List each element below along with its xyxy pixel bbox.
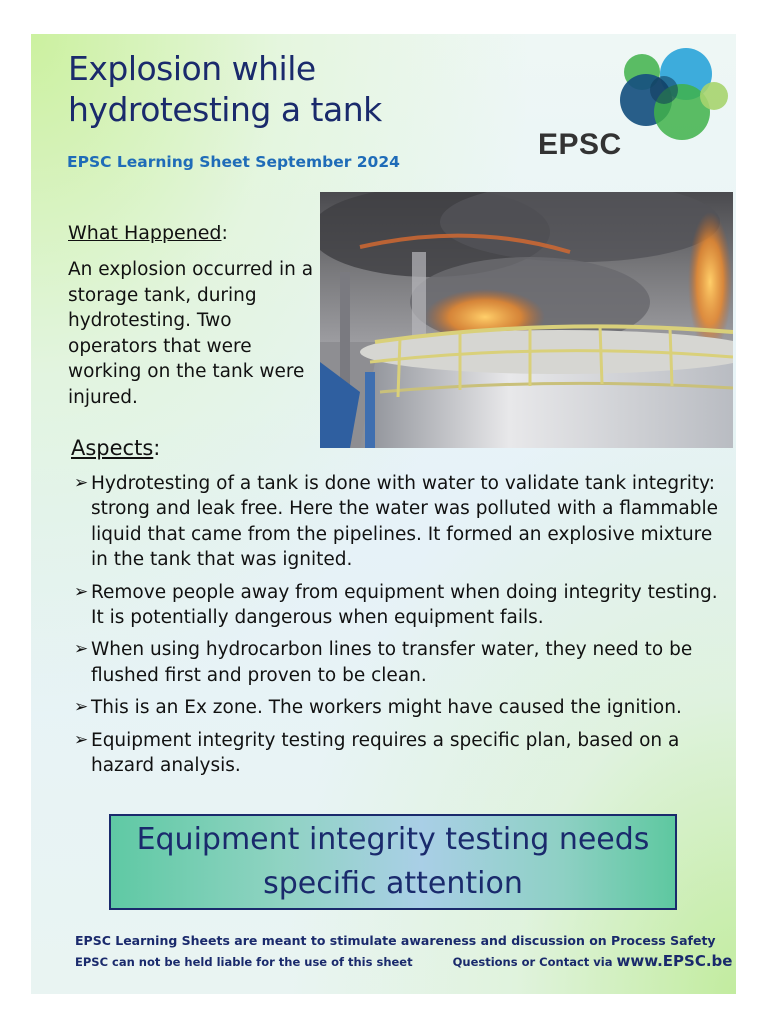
arrow-bullet-icon: ➢ — [74, 581, 89, 602]
footer-contact-line — [75, 952, 733, 970]
aspects-heading-colon: : — [153, 436, 161, 460]
aspect-text: Hydrotesting of a tank is done with water to validate tank integrity: strong and leak free. Here the water was polluted with a flammable liquid that came from the pipelines. It formed an explosive mixture in the tank that was ignited. — [91, 473, 719, 571]
what-happened-text: An explosion occurred in a storage tank, during hydrotesting. Two operators that were working on the tank were injured. — [68, 259, 314, 408]
logo-circles-icon — [616, 46, 728, 142]
page-title: Explosion while hydrotesting a tank — [68, 49, 382, 129]
logo-wordmark: EPSC — [538, 128, 622, 161]
arrow-bullet-icon: ➢ — [74, 473, 89, 493]
aspects-heading — [71, 436, 160, 460]
epsc-website-link[interactable]: www.EPSC.be — [616, 952, 733, 970]
aspect-item — [74, 471, 724, 573]
sheet-subtitle: EPSC Learning Sheet September 2024 — [67, 153, 400, 171]
arrow-bullet-icon: ➢ — [74, 697, 89, 718]
aspects-list — [74, 471, 724, 785]
key-message-text: Equipment integrity testing needs specific attention — [136, 822, 650, 901]
tank-explosion-photo — [320, 192, 733, 448]
aspect-item — [74, 637, 724, 688]
footer-purpose: EPSC Learning Sheets are meant to stimulate awareness and discussion on Process Safety — [75, 933, 716, 948]
footer-contact-label: Questions or Contact via — [452, 955, 613, 969]
aspect-text: When using hydrocarbon lines to transfer water, they need to be flushed first and proven to be clean. — [91, 639, 693, 686]
what-happened-heading — [68, 222, 228, 244]
arrow-bullet-icon: ➢ — [74, 639, 89, 660]
aspect-item — [74, 695, 724, 720]
aspect-item — [74, 728, 724, 779]
aspect-item — [74, 580, 724, 631]
arrow-bullet-icon: ➢ — [74, 729, 89, 750]
aspects-heading-text: Aspects — [71, 436, 154, 460]
footer-disclaimer: EPSC can not be held liable for the use of this sheet — [75, 955, 413, 969]
aspect-text: Remove people away from equipment when doing integrity testing. It is potentially dangerous when equipment fails. — [91, 581, 718, 629]
epsc-logo — [536, 46, 726, 161]
key-message-box — [109, 814, 677, 910]
aspect-text: Equipment integrity testing requires a specific plan, based on a hazard analysis. — [91, 729, 680, 777]
aspect-text: This is an Ex zone. The workers might have caused the ignition. — [91, 697, 682, 719]
what-happened-heading-colon: : — [221, 222, 228, 244]
what-happened-heading-text: What Happened — [68, 222, 222, 244]
learning-sheet — [31, 34, 736, 994]
